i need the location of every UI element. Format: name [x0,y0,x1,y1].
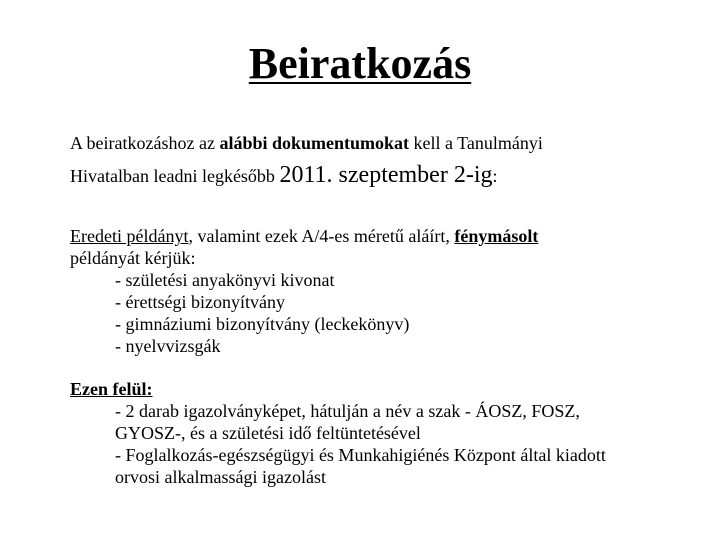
list-item: - 2 darab igazolványképet, hátulján a név a szak - ÁOSZ, FOSZ, [115,401,580,421]
slide-title: Beiratkozás [248,39,472,88]
originals-mid: , valamint ezek A/4-es méretű aláírt, [188,226,455,246]
originals-line-1 [70,225,700,247]
originals-list [70,269,700,357]
intro-text-1: A beiratkozáshoz az [70,133,220,153]
deadline-date: 2011. szeptember 2-ig [279,162,493,188]
photocopy-label: fénymásolt [454,226,539,246]
section-originals [70,225,700,357]
intro-line-1 [70,132,700,154]
list-item: - gimnáziumi bizonyítvány (leckekönyv) [115,314,410,334]
section-additional [70,378,700,488]
additional-heading: Ezen felül: [70,379,153,399]
list-item: - Foglalkozás-egészségügyi és Munkahigiénés Központ által kiadott [115,445,606,465]
list-item: - érettségi bizonyítvány [115,292,285,312]
intro-line-2-text: Hivatalban leadni legkésőbb [70,166,280,186]
intro-line-2-end: : [492,166,498,186]
list-item: GYOSZ-, és a születési idő feltüntetésével [115,423,421,443]
originals-lead: Eredeti példányt [70,226,189,246]
list-item: - születési anyakönyvi kivonat [115,270,335,290]
intro-line-2 [70,164,700,187]
list-item: - nyelvvizsgák [115,336,221,356]
additional-list [70,400,700,488]
originals-line-2: példányát kérjük: [70,248,196,268]
list-item: orvosi alkalmassági igazolást [115,467,326,487]
intro-bold-documents: alábbi dokumentumokat [219,133,409,153]
intro-text-2: kell a Tanulmányi [409,133,543,153]
